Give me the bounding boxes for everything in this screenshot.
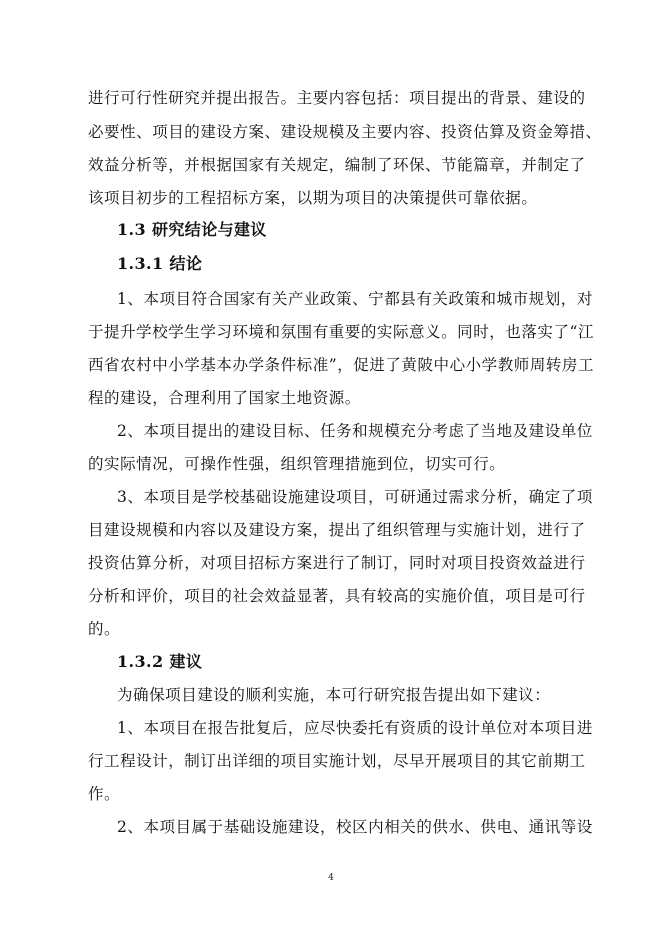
subsection-heading-suggestions: 1.3.2 建议 bbox=[117, 652, 203, 671]
suggestion-item-2-line: 2、本项目属于基础设施建设，校区内相关的供水、供电、通讯等设 bbox=[117, 818, 593, 836]
suggestions-intro: 为确保项目建设的顺利实施，本可行研究报告提出如下建议： bbox=[117, 686, 551, 704]
intro-line: 该项目初步的工程招标方案，以期为项目的决策提供可靠依据。 bbox=[88, 189, 538, 207]
conclusion-paragraph-2-line: 的实际情况，可操作性强，组织管理措施到位，切实可行。 bbox=[88, 455, 506, 473]
suggestion-item-1-line: 行工程设计，制订出详细的项目实施计划，尽早开展项目的其它前期工 bbox=[88, 752, 586, 770]
conclusion-paragraph-1-line: 西省农村中小学基本办学条件标准”，促进了黄陂中心小学教师周转房工 bbox=[88, 356, 595, 374]
suggestion-item-1-line: 1、本项目在报告批复后，应尽快委托有资质的设计单位对本项目进 bbox=[117, 719, 593, 737]
suggestion-item-1-line: 作。 bbox=[88, 785, 121, 803]
intro-line: 必要性、项目的建设方案、建设规模及主要内容、投资估算及资金筹措、 bbox=[88, 123, 602, 141]
section-heading-research-conclusion: 1.3 研究结论与建议 bbox=[117, 220, 267, 239]
conclusion-paragraph-1-line: 1、本项目符合国家有关产业政策、宁都县有关政策和城市规划，对 bbox=[117, 290, 593, 308]
conclusion-paragraph-2-line: 2、本项目提出的建设目标、任务和规模充分考虑了当地及建设单位 bbox=[117, 422, 593, 440]
conclusion-paragraph-3-line: 的。 bbox=[88, 620, 121, 638]
conclusion-paragraph-3-line: 分析和评价，项目的社会效益显著，具有较高的实施价值，项目是可行 bbox=[88, 587, 586, 605]
page-number: 4 bbox=[328, 873, 334, 883]
conclusion-paragraph-3-line: 目建设规模和内容以及建设方案，提出了组织管理与实施计划，进行了 bbox=[88, 521, 586, 539]
intro-line: 效益分析等，并根据国家有关规定，编制了环保、节能篇章，并制定了 bbox=[88, 156, 586, 174]
intro-line: 进行可行性研究并提出报告。主要内容包括：项目提出的背景、建设的 bbox=[88, 89, 586, 107]
conclusion-paragraph-3-line: 投资估算分析，对项目招标方案进行了制订，同时对项目投资效益进行 bbox=[88, 554, 586, 572]
subsection-heading-conclusion: 1.3.1 结论 bbox=[117, 254, 203, 273]
conclusion-paragraph-1-line: 程的建设，合理利用了国家土地资源。 bbox=[88, 389, 361, 407]
conclusion-paragraph-1-line: 于提升学校学生学习环境和氛围有重要的实际意义。同时，也落实了“江 bbox=[88, 323, 595, 341]
conclusion-paragraph-3-line: 3、本项目是学校基础设施建设项目，可研通过需求分析，确定了项 bbox=[117, 488, 593, 506]
